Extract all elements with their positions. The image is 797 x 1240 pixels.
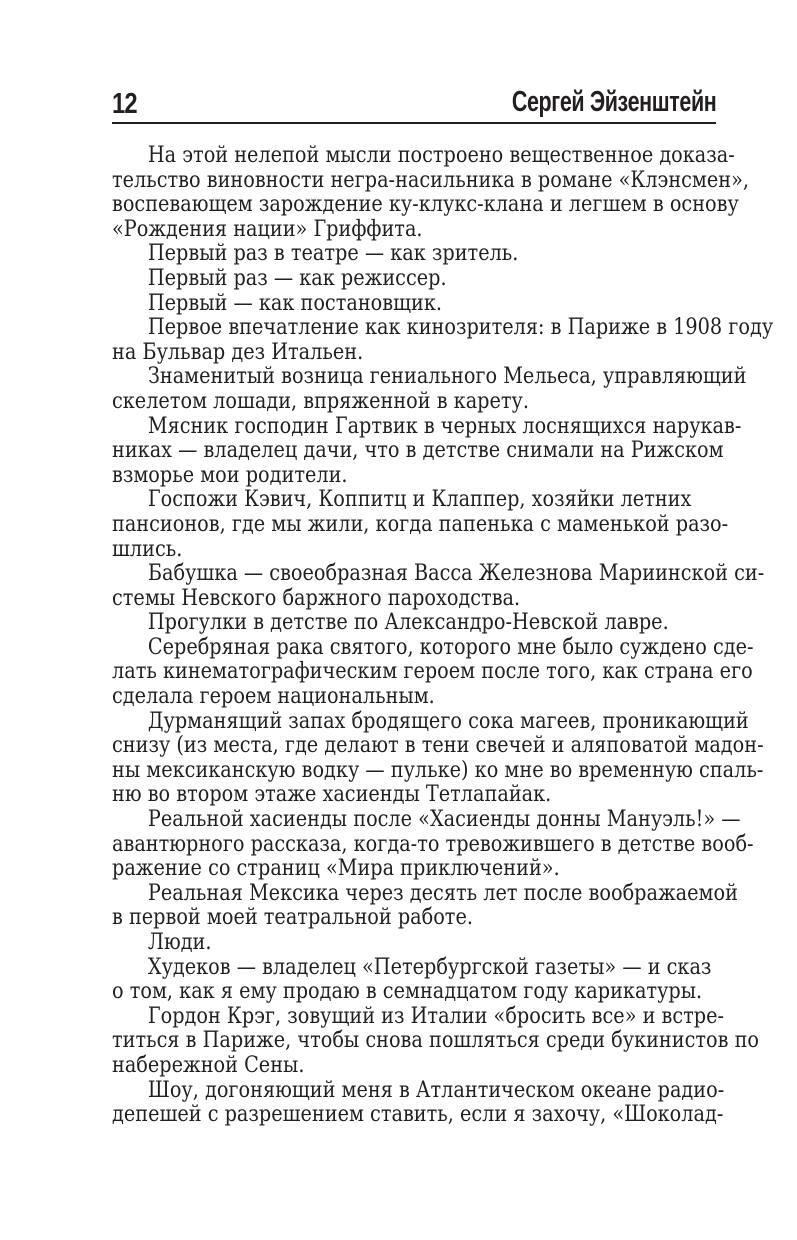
- text-line: Реальная Мексика через десять лет после воображаемой: [147, 880, 738, 906]
- text-line: ражение со страниц «Мира приключений».: [112, 856, 560, 882]
- text-line: на Бульвар дез Итальен.: [112, 339, 364, 365]
- text-line: снизу (из места, где делают в тени свечей и аляповатой мадон-: [112, 733, 764, 759]
- running-title: Сергей Эйзенштейн: [511, 86, 716, 118]
- text-line: тельство виновности негра-насильника в романе «Клэнсмен»,: [112, 167, 750, 193]
- text-line: На этой нелепой мысли построено вещественное доказа-: [147, 143, 735, 168]
- page-header: [112, 84, 716, 124]
- text-line: Гордон Крэг, зовущий из Италии «бросить все» и встре-: [147, 1003, 725, 1029]
- text-line: Знаменитый возница гениального Мельеса, управляющий: [147, 364, 747, 390]
- text-line: шлись.: [112, 536, 183, 562]
- text-line: в первой моей театральной работе.: [112, 905, 473, 931]
- text-line: лать кинематографическим героем после того, как страна его: [112, 659, 753, 685]
- text-line: сделала героем национальным.: [112, 684, 435, 710]
- text-line: Шоу, догоняющий меня в Атлантическом океане радио-: [147, 1077, 725, 1103]
- text-line: взморье мои родители.: [112, 462, 348, 488]
- text-line: титься в Париже, чтобы снова пошляться среди букинистов по: [112, 1028, 759, 1054]
- text-line: набережной Сены.: [112, 1052, 305, 1078]
- text-line: «Рождения нации» Гриффита.: [112, 216, 423, 242]
- text-line: стемы Невского баржного пароходства.: [112, 585, 521, 611]
- text-line: ны мексиканскую водку — пульке) ко мне во временную спаль-: [112, 757, 764, 783]
- text-line: скелетом лошади, впряженной в карету.: [112, 388, 529, 414]
- text-line: Первый раз в театре — как зритель.: [147, 241, 519, 267]
- text-line: авантюрного рассказа, когда-то тревожившего в детстве вооб-: [112, 831, 754, 857]
- text-line: Первый раз — как режиссер.: [147, 265, 447, 291]
- page-number: 12: [112, 88, 137, 120]
- text-line: Бабушка — своеобразная Васса Железнова Мариинской си-: [147, 561, 765, 587]
- text-line: никах — владелец дачи, что в детстве снимали на Рижском: [112, 438, 724, 464]
- text-line: воспевающем зарождение ку-клукс-клана и легшем в основу: [112, 192, 739, 218]
- text-line: Серебряная рака святого, которого мне было суждено сде-: [147, 634, 754, 660]
- text-line: депешей с разрешением ставить, если я захочу, «Шоколад-: [112, 1102, 724, 1128]
- text-line: пансионов, где мы жили, когда папенька с маменькой разо-: [112, 511, 729, 537]
- text-line: Госпожи Кэвич, Коппитц и Клаппер, хозяйки летних: [147, 487, 692, 513]
- text-line: ню во втором этаже хасиенды Тетлапайак.: [112, 782, 552, 808]
- text-line: Мясник господин Гартвик в черных лоснящихся нарукав-: [147, 413, 742, 439]
- body-text: [112, 143, 774, 1128]
- text-line: Прогулки в детстве по Александро-Невской лавре.: [147, 610, 669, 636]
- text-line: Дурманящий запах бродящего сока магеев, проникающий: [147, 708, 749, 734]
- text-line: Первый — как постановщик.: [147, 290, 442, 316]
- text-line: Люди.: [147, 930, 212, 955]
- text-line: Первое впечатление как кинозрителя: в Париже в 1908 году: [147, 315, 774, 341]
- text-line: о том, как я ему продаю в семнадцатом году карикатуры.: [112, 979, 703, 1005]
- text-line: Реальной хасиенды после «Хасиенды донны Мануэль!» —: [147, 807, 741, 833]
- text-line: Худеков — владелец «Петербургской газеты» — и сказ: [147, 954, 712, 980]
